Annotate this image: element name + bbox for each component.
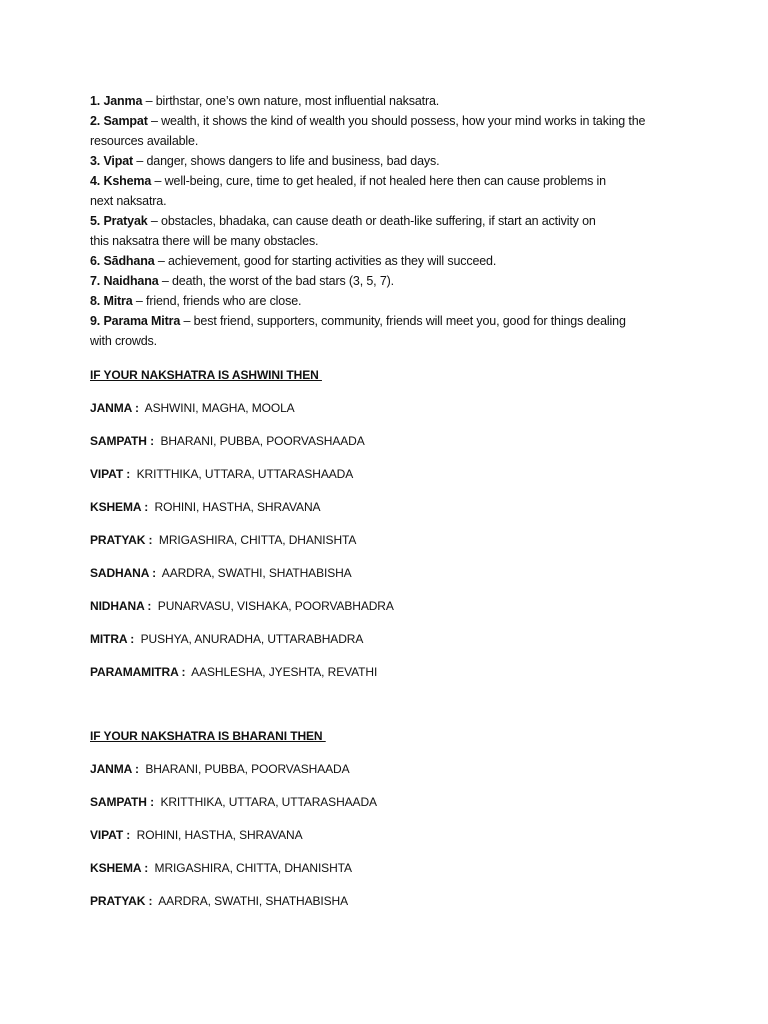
definition-text: – best friend, supporters, community, friends will meet you, good for things dealing <box>180 314 626 328</box>
section-heading: IF YOUR NAKSHATRA IS ASHWINI THEN <box>90 368 322 382</box>
mapping-row <box>90 498 690 516</box>
row-value: ROHINI, HASTHA, SHRAVANA <box>148 500 321 514</box>
row-label: JANMA : <box>90 762 139 776</box>
mapping-row <box>90 826 690 844</box>
row-label: SADHANA : <box>90 566 156 580</box>
row-label: PARAMAMITRA : <box>90 665 186 679</box>
definition-line <box>90 291 690 311</box>
definition-term: Janma <box>103 94 143 108</box>
definition-term: Sampat <box>103 114 148 128</box>
definition-text: – obstacles, bhadaka, can cause death or death-like suffering, if start an activity on <box>147 214 596 228</box>
section-heading: IF YOUR NAKSHATRA IS BHARANI THEN <box>90 729 326 743</box>
definition-line <box>90 171 690 191</box>
row-value: BHARANI, PUBBA, POORVASHAADA <box>153 434 365 448</box>
definition-text: – friend, friends who are close. <box>132 294 302 308</box>
row-value: AASHLESHA, JYESHTA, REVATHI <box>185 665 378 679</box>
definitions-list <box>90 91 690 351</box>
definition-item <box>90 211 690 251</box>
definition-term: Pratyak <box>103 214 148 228</box>
row-value: AARDRA, SWATHI, SHATHABISHA <box>152 894 349 908</box>
row-label: NIDHANA : <box>90 599 152 613</box>
definition-number: 9. <box>90 314 101 328</box>
definition-term: Sādhana <box>103 254 155 268</box>
definition-line <box>90 271 690 291</box>
definition-text: – death, the worst of the bad stars (3, 5, 7). <box>158 274 394 288</box>
definition-number: 6. <box>90 254 101 268</box>
mapping-row <box>90 597 690 615</box>
definition-line <box>90 251 690 271</box>
mapping-row <box>90 760 690 778</box>
row-value: ASHWINI, MAGHA, MOOLA <box>138 401 295 415</box>
definition-continuation: this naksatra there will be many obstacles. <box>90 234 319 248</box>
definition-term: Kshema <box>103 174 152 188</box>
mapping-row <box>90 465 690 483</box>
definition-text: – wealth, it shows the kind of wealth you should possess, how your mind works in taking the <box>147 114 646 128</box>
definition-continuation: resources available. <box>90 134 199 148</box>
section-ashwini <box>90 366 690 681</box>
definition-item <box>90 171 690 211</box>
definition-number: 5. <box>90 214 101 228</box>
row-label: VIPAT : <box>90 828 131 842</box>
row-label: MITRA : <box>90 632 135 646</box>
definition-number: 3. <box>90 154 101 168</box>
row-label: PRATYAK : <box>90 533 153 547</box>
definition-item <box>90 151 690 171</box>
definition-item <box>90 291 690 311</box>
mapping-row <box>90 793 690 811</box>
row-label: SAMPATH : <box>90 434 154 448</box>
definition-number: 7. <box>90 274 101 288</box>
row-label: KSHEMA : <box>90 500 149 514</box>
mapping-row <box>90 399 690 417</box>
mapping-row <box>90 531 690 549</box>
row-value: AARDRA, SWATHI, SHATHABISHA <box>156 566 352 580</box>
definition-item <box>90 91 690 111</box>
section-bharani <box>90 727 690 910</box>
definition-term: Vipat <box>103 154 134 168</box>
definition-item <box>90 271 690 291</box>
definition-text: – well-being, cure, time to get healed, if not healed here then can cause problems in <box>151 174 606 188</box>
row-label: VIPAT : <box>90 467 131 481</box>
definition-number: 1. <box>90 94 101 108</box>
definition-text: – danger, shows dangers to life and business, bad days. <box>133 154 440 168</box>
definition-term: Mitra <box>103 294 133 308</box>
mapping-row <box>90 859 690 877</box>
definition-number: 2. <box>90 114 101 128</box>
row-label: KSHEMA : <box>90 861 149 875</box>
definition-number: 8. <box>90 294 101 308</box>
row-value: KRITTHIKA, UTTARA, UTTARASHAADA <box>130 467 354 481</box>
mapping-row <box>90 630 690 648</box>
row-value: ROHINI, HASTHA, SHRAVANA <box>130 828 303 842</box>
row-value: PUNARVASU, VISHAKA, POORVABHADRA <box>151 599 394 613</box>
definition-line <box>90 91 690 111</box>
definition-item <box>90 251 690 271</box>
definition-text: – achievement, good for starting activities as they will succeed. <box>154 254 497 268</box>
definition-text: – birthstar, one’s own nature, most influential naksatra. <box>142 94 440 108</box>
definition-line <box>90 211 690 231</box>
definition-term: Naidhana <box>103 274 159 288</box>
definition-item <box>90 111 690 151</box>
definition-continuation: with crowds. <box>90 334 157 348</box>
definition-item <box>90 311 690 351</box>
row-value: PUSHYA, ANURADHA, UTTARABHADRA <box>134 632 364 646</box>
mapping-row <box>90 564 690 582</box>
definition-line <box>90 111 690 131</box>
row-label: SAMPATH : <box>90 795 154 809</box>
mapping-row <box>90 663 690 681</box>
definition-continuation: next naksatra. <box>90 194 167 208</box>
row-label: JANMA : <box>90 401 139 415</box>
definition-line <box>90 311 690 331</box>
row-value: MRIGASHIRA, CHITTA, DHANISHTA <box>148 861 352 875</box>
row-value: KRITTHIKA, UTTARA, UTTARASHAADA <box>153 795 377 809</box>
definition-number: 4. <box>90 174 101 188</box>
row-value: MRIGASHIRA, CHITTA, DHANISHTA <box>152 533 357 547</box>
row-value: BHARANI, PUBBA, POORVASHAADA <box>138 762 350 776</box>
definition-line <box>90 151 690 171</box>
mapping-row <box>90 892 690 910</box>
row-label: PRATYAK : <box>90 894 153 908</box>
mapping-row <box>90 432 690 450</box>
definition-term: Parama Mitra <box>103 314 181 328</box>
